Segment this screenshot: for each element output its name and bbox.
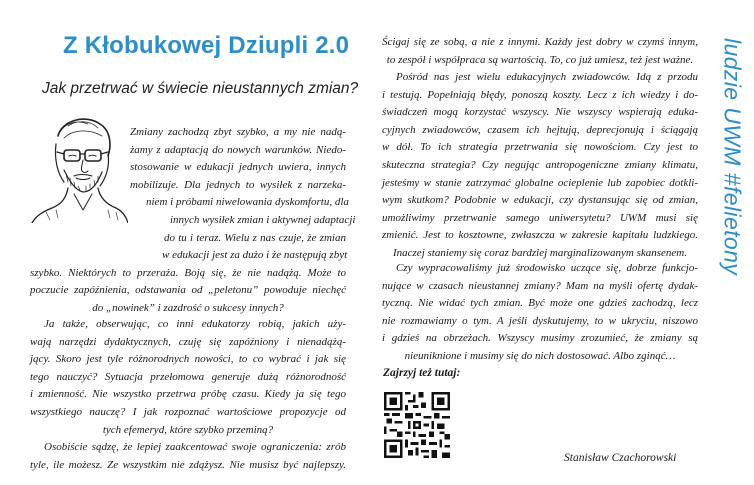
left-paragraph-1c xyxy=(30,265,346,318)
follow-label: Zajrzyj też tutaj: xyxy=(383,367,461,379)
text-line: wszystkiego nauczę? I jak rozpoznać wartościowe propozycje od xyxy=(30,405,346,418)
text-line: nie rozmawiamy o tym. A jeśli dyskutujemy, to w ukryciu, niszowo xyxy=(382,314,698,327)
qr-code-icon[interactable] xyxy=(384,392,450,458)
text-line: skuteczna strategia? Czy negując antropogeniczne zmiany klimatu, xyxy=(382,158,698,171)
text-line: to zespół i współpraca są wartością. To, co już umiesz, też jest ważne. xyxy=(386,53,694,66)
series-tag-text: ludzie UWM #felietony xyxy=(719,38,746,276)
left-paragraph-2 xyxy=(30,316,346,439)
right-paragraph-3 xyxy=(382,260,698,366)
text-line: stosowanie w edukacji jednych uwiera, innych xyxy=(130,161,346,174)
right-paragraph-2 xyxy=(382,69,698,263)
author-portrait-sketch-icon xyxy=(28,108,128,223)
text-line: Czy wypracowaliśmy już środowisko uczące się, dobrze funkcjo- xyxy=(396,262,698,274)
text-line: zmienić. Jest to kosztowne, zwłaszcza w zakresie kapitału ludzkiego. xyxy=(382,229,698,242)
text-line: żamy z adaptacją do nowych warunków. Niedo- xyxy=(130,143,346,156)
text-line: Zmiany zachodzą zbyt szybko, a my nie nadą- xyxy=(130,126,346,138)
author-name: Stanisław Czachorowski xyxy=(564,452,677,464)
text-line: nieuniknione i musimy się do nich dostosować. Albo zginąć… xyxy=(404,349,676,362)
text-line: jesteśmy w stanie zatrzymać globalne ocieplenie lub zapobiec dotkli- xyxy=(382,176,698,189)
text-line: innych wysiłek zmian i aktywnej adaptacji xyxy=(170,213,356,226)
left-paragraph-1b xyxy=(146,194,356,264)
text-line: umożliwimy przetrwanie samego uniwersytetu? UWM musi się xyxy=(382,211,698,224)
text-line: świadczeń mogą korzystać wszyscy. Nie wszyscy wspierają eduka- xyxy=(382,106,698,119)
text-line: tyle, ile możesz. Ze wszystkim nie zdążysz. Nie musisz być najlepszy. xyxy=(30,458,346,471)
text-line: Ścigaj się ze sobą, a nie z innymi. Każdy jest dobry w czymś innym, xyxy=(382,36,698,48)
text-line: niem i próbami niwelowania dyskomfortu, dla xyxy=(146,196,349,209)
text-line: do tu i teraz. Wielu z nas czuje, że zmian xyxy=(164,231,346,244)
text-line: szybko. Niektórych to przeraża. Boją się, że nie nadążą. Może to xyxy=(30,266,346,279)
text-line: i gdzieś na obrzeżach. Wszyscy musimy zrozumieć, że zmiany są xyxy=(382,332,698,345)
right-paragraph-1 xyxy=(382,34,698,69)
text-line: Inaczej staniemy się coraz bardziej marginalizowanym skansenem. xyxy=(392,246,687,259)
text-line: Ja także, obserwując, co inni edukatorzy robią, jakich uży- xyxy=(44,318,346,330)
left-paragraph-3 xyxy=(30,439,346,474)
page-subtitle: Jak przetrwać w świecie nieustannych zmian? xyxy=(42,80,359,97)
text-line: tyczną. Nie widać tych zmian. Być może one gdzieś zachodzą, lecz xyxy=(382,297,698,310)
text-line: tego nauczyć? Sytuacja przełomowa generuje dużą różnorodność xyxy=(30,370,346,383)
text-line: tych efemeryd, które szybko przeminą? xyxy=(102,423,274,436)
page-title: Z Kłobukowej Dziupli 2.0 xyxy=(63,32,350,59)
text-line: w edukacji jest za dużo i że następują zbyt xyxy=(162,249,348,262)
text-line: poczucie zapóźnienia, odstawania od „peletonu” powoduje niechęć xyxy=(30,284,346,297)
text-line: w dół. To ich strategia przetrwania się nowościom. Czy jest to xyxy=(382,141,698,154)
series-tag xyxy=(714,32,750,282)
text-line: nujące w czasach nieustannej zmiany? Mam na myśli ofertę dydak- xyxy=(382,279,698,292)
text-line: wym skutkom? Podobnie w edukacji, czy dystansując się od zmian, xyxy=(382,194,698,207)
text-line: wają narzędzi dydaktycznych, czuję się zapóźniony i nienadążą- xyxy=(30,335,346,348)
text-line: i testują. Popełniają błędy, ponoszą koszty. Lecz z ich wiedzy i do- xyxy=(382,88,698,101)
text-line: jący. Skoro jest tyle różnorodnych nowości, to co wybrać i jak się xyxy=(30,353,346,366)
text-line: mobilizuje. Dla jednych to wysiłek z narzeka- xyxy=(130,178,346,191)
text-line: i zmienność. Nie wszystko przetrwa próbę czasu. Kiedy ja się tego xyxy=(30,388,346,401)
text-line: Osobiście sądzę, że lepiej zaakcentować swoje ograniczenia: zrób xyxy=(44,441,346,453)
text-line: Pośród nas jest wielu edukacyjnych zwiadowców. Idą z przodu xyxy=(396,71,698,83)
left-paragraph-1 xyxy=(130,124,346,194)
text-line: do „nowinek” i zazdrość o sukcesy innych? xyxy=(92,301,284,314)
text-line: cyjnych zwiadowców, czasem ich hejtują, deprecjonują i ściągają xyxy=(382,123,698,136)
